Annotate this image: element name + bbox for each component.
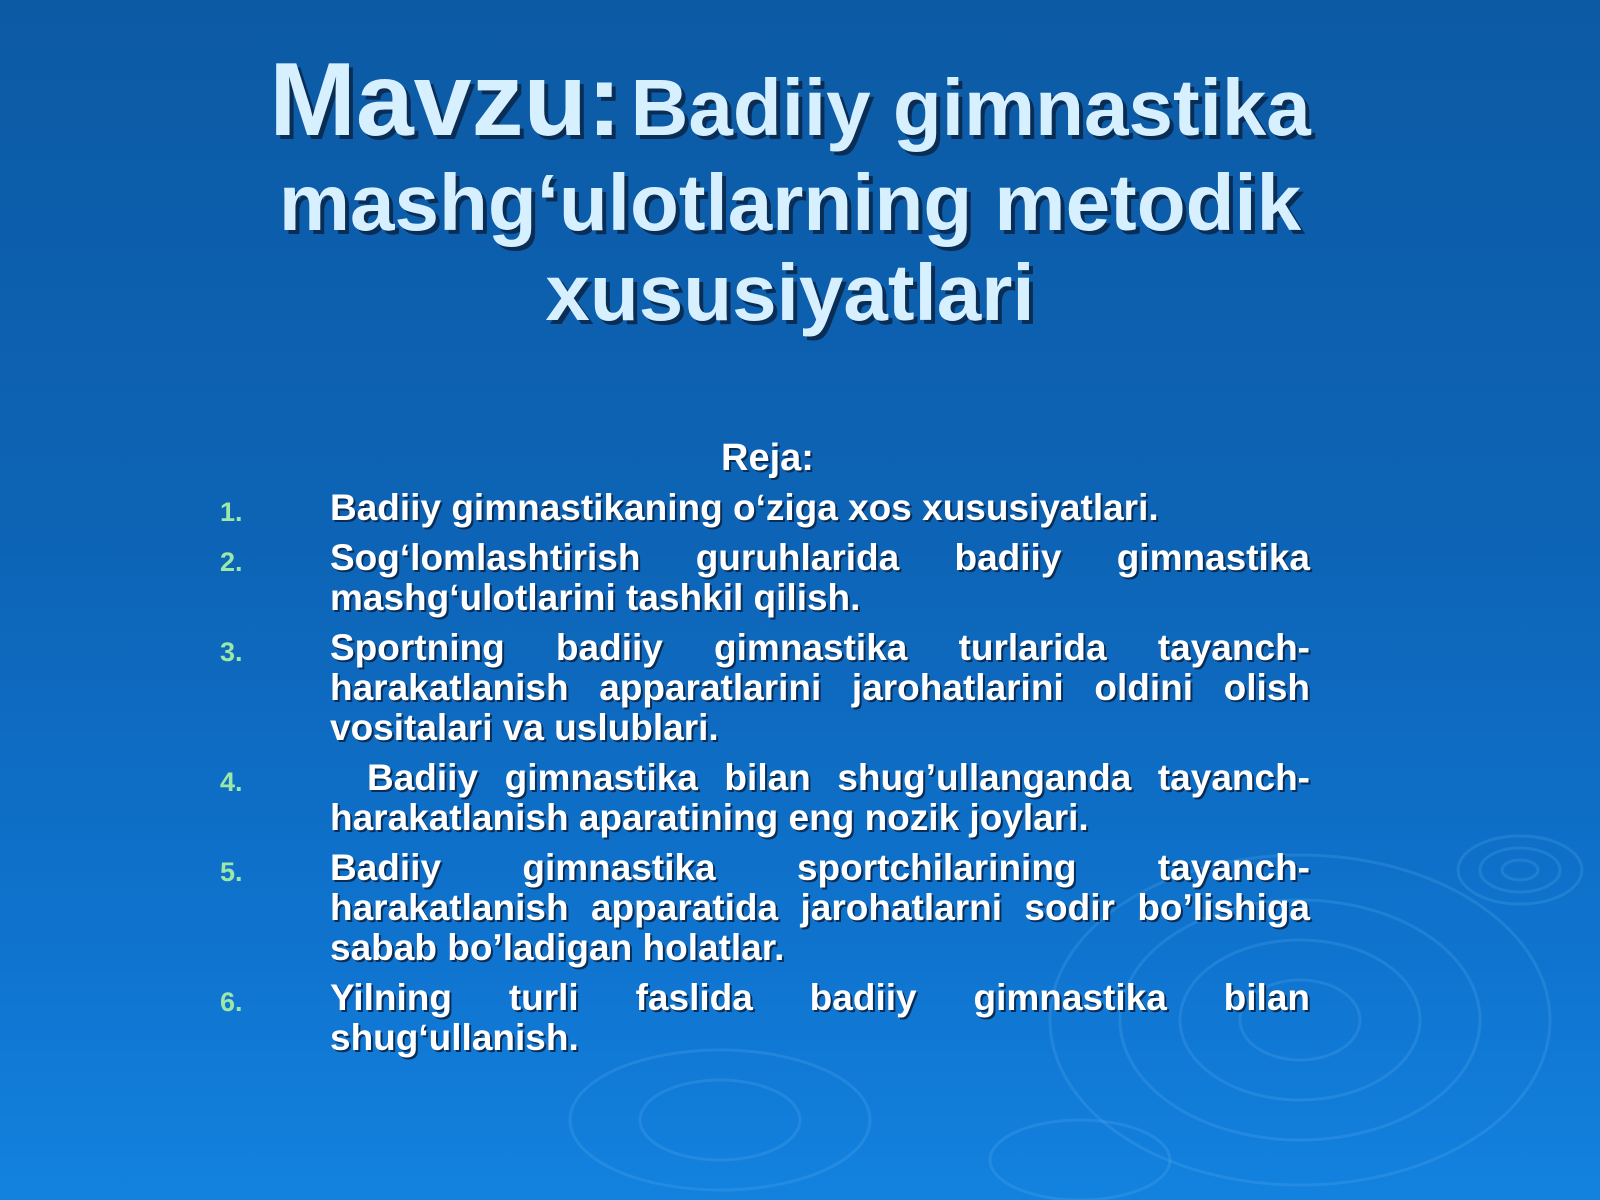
plan-item-text: Yilning turli faslida badiiy gimnastika bilan shug‘ullanish. xyxy=(330,977,1310,1058)
plan-item-text: Badiiy gimnastika bilan shug’ullanganda tayanch-harakatlanish aparatining eng nozik joylari. xyxy=(330,757,1310,838)
plan-heading: Reja: xyxy=(721,437,814,479)
plan-item xyxy=(220,978,1310,1058)
plan-item xyxy=(220,538,1310,618)
plan-item-number: 4. xyxy=(220,767,243,797)
plan-item xyxy=(220,758,1310,838)
plan-item xyxy=(220,628,1310,748)
plan-item-text: Badiiy gimnastikaning o‘ziga xos xususiyatlari. xyxy=(330,487,1159,528)
plan-item xyxy=(220,488,1310,528)
plan-item-number: 2. xyxy=(220,547,243,577)
plan-list xyxy=(220,488,1310,1068)
plan-item-text: Sportning badiiy gimnastika turlarida tayanch-harakatlanish apparatlarini jarohatlarini oldini olish vositalari va uslublari. xyxy=(330,627,1310,748)
plan-item-number: 3. xyxy=(220,637,243,667)
plan-item-text: Badiiy gimnastika sportchilarining tayanch-harakatlanish apparatida jarohatlarni sodir bo’lishiga sabab bo’ladigan holatlar. xyxy=(330,847,1310,968)
title-lead: Mavzu: xyxy=(269,42,622,158)
slide-title xyxy=(140,42,1440,338)
plan-item-number: 6. xyxy=(220,987,243,1017)
title-rest: Badiiy gimnastika mashg‘ulotlarning metodik xususiyatlari xyxy=(278,63,1311,338)
plan-item-text: Sog‘lomlashtirish guruhlarida badiiy gimnastika mashg‘ulotlarini tashkil qilish. xyxy=(330,537,1310,618)
plan-item-number: 1. xyxy=(220,497,243,527)
plan-item-number: 5. xyxy=(220,857,243,887)
plan-item xyxy=(220,848,1310,968)
